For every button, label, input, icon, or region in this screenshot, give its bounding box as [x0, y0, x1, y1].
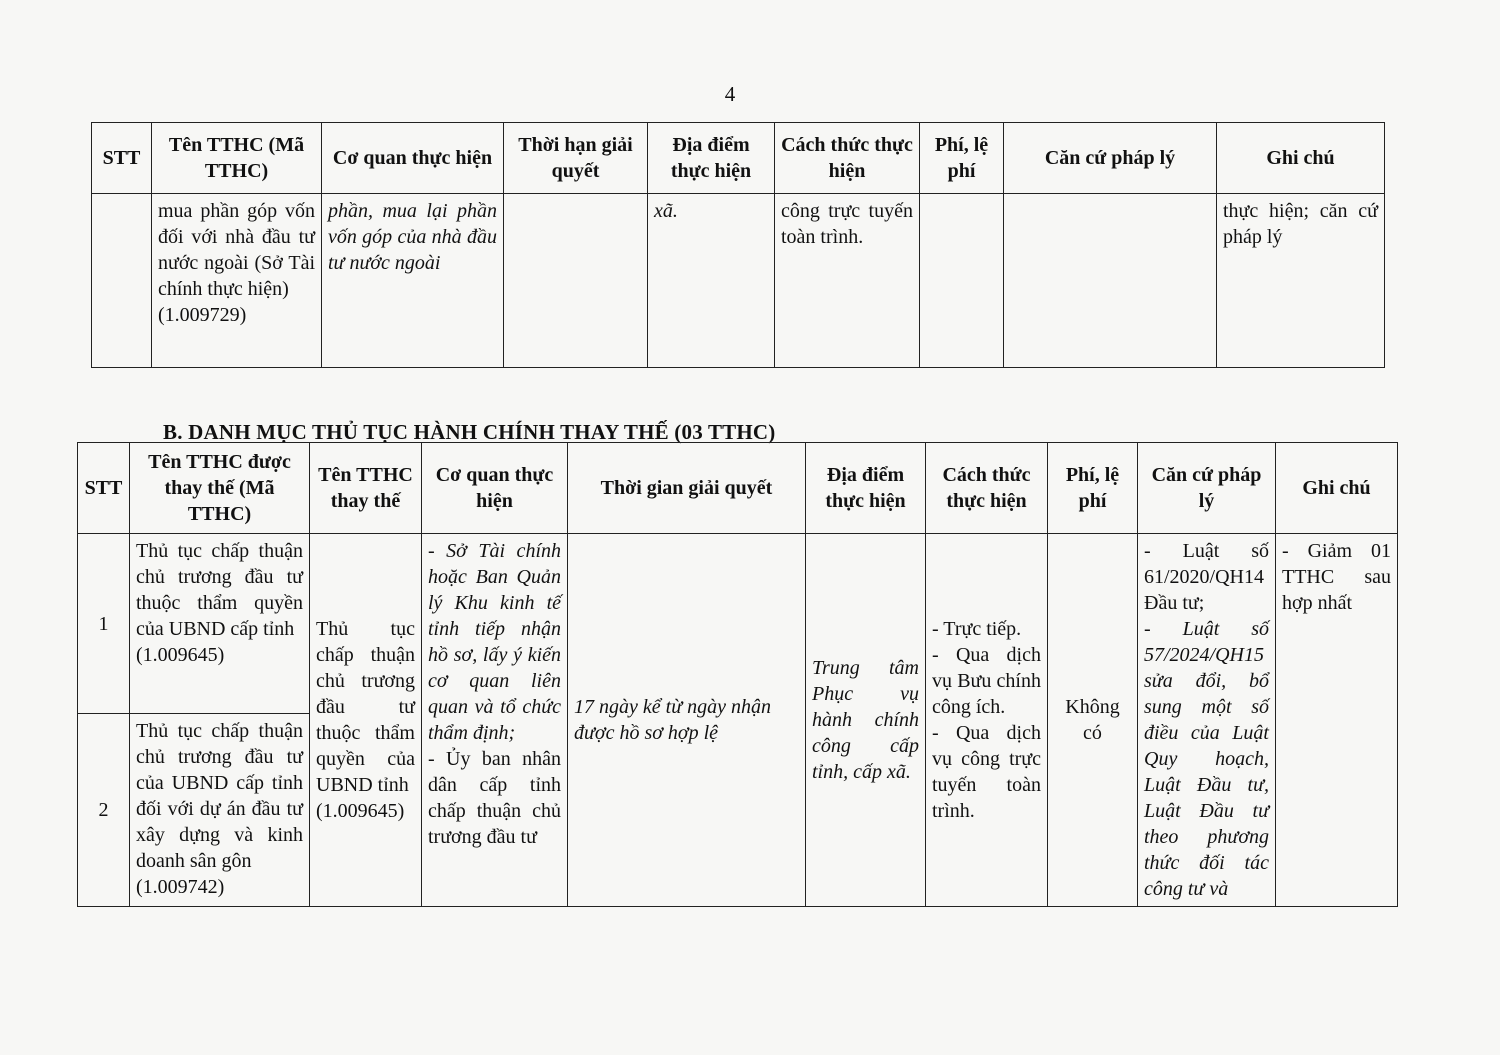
page-number: 4 [724, 82, 736, 106]
cell-method: công trực tuyến toàn trình. [775, 194, 920, 368]
replacement-procedures-table [77, 442, 1398, 907]
cell-stt: 1 [78, 534, 130, 714]
cell-agency [422, 534, 568, 907]
cell-method [926, 534, 1048, 907]
header-time: Thời gian giải quyết [568, 443, 806, 534]
agency-step-2: - Ủy ban nhân dân cấp tỉnh chấp thuận chủ trương đầu tư [428, 748, 561, 848]
header-replaced-name: Tên TTHC được thay thế (Mã TTHC) [130, 443, 310, 534]
header-name: Tên TTHC (Mã TTHC) [152, 123, 322, 194]
table2-header-row [78, 443, 1398, 534]
header-deadline: Thời hạn giải quyết [504, 123, 648, 194]
header-method: Cách thức thực hiện [775, 123, 920, 194]
cell-fee [920, 194, 1004, 368]
cell-legal [1138, 534, 1276, 907]
table-row [78, 534, 1398, 714]
procedure-name: Thủ tục chấp thuận chủ trương đầu tư thuộc thẩm quyền của UBND cấp tỉnh [136, 540, 303, 640]
procedure-code: (1.009645) [136, 644, 225, 666]
agency-step-1: - Sở Tài chính hoặc Ban Quản lý Khu kinh tế tỉnh tiếp nhận hồ sơ, lấy ý kiến cơ quan liên quan và tổ chức thẩm định; [428, 540, 561, 744]
header-method: Cách thức thực hiện [926, 443, 1048, 534]
method-online: - Qua dịch vụ công trực tuyến toàn trình. [932, 722, 1041, 822]
procedure-code: (1.009729) [158, 304, 247, 326]
cell-replacement-name [310, 534, 422, 907]
legal-basis-1: - Luật số 61/2020/QH14 Đầu tư; [1144, 540, 1269, 614]
header-replacement-name: Tên TTHC thay thế [310, 443, 422, 534]
section-title: B. DANH MỤC THỦ TỤC HÀNH CHÍNH THAY THẾ (03 TTHC) [163, 420, 776, 444]
procedure-name: Thủ tục chấp thuận chủ trương đầu tư của UBND cấp tỉnh đối với dự án đầu tư xây dựng và kinh doanh sân gôn [136, 720, 303, 873]
table-continued [91, 122, 1385, 368]
method-direct: - Trực tiếp. [932, 618, 1022, 640]
cell-name [152, 194, 322, 368]
header-note: Ghi chú [1276, 443, 1398, 534]
cell-replaced-name [130, 714, 310, 907]
procedure-name: mua phần góp vốn đối với nhà đầu tư nước ngoài (Sở Tài chính thực hiện) [158, 200, 315, 300]
table-row [92, 194, 1385, 368]
cell-stt [92, 194, 152, 368]
cell-location: xã. [648, 194, 775, 368]
table1-header-row [92, 123, 1385, 194]
legal-basis-2: - Luật số 57/2024/QH15 sửa đổi, bổ sung một số điều của Luật Quy hoạch, Luật Đầu tư, Luật Đầu tư theo phương thức đối tác công tư và [1144, 618, 1269, 900]
header-location: Địa điểm thực hiện [806, 443, 926, 534]
header-fee: Phí, lệ phí [1048, 443, 1138, 534]
header-agency: Cơ quan thực hiện [322, 123, 504, 194]
header-fee: Phí, lệ phí [920, 123, 1004, 194]
cell-note: thực hiện; căn cứ pháp lý [1217, 194, 1385, 368]
replacement-name: Thủ tục chấp thuận chủ trương đầu tư thuộc thẩm quyền của UBND tỉnh [316, 618, 415, 796]
method-postal: - Qua dịch vụ Bưu chính công ích. [932, 644, 1041, 718]
cell-location: Trung tâm Phục vụ hành chính công cấp tỉnh, cấp xã. [806, 534, 926, 907]
cell-time: 17 ngày kể từ ngày nhận được hồ sơ hợp lệ [568, 534, 806, 907]
cell-replaced-name [130, 534, 310, 714]
cell-agency: phần, mua lại phần vốn góp của nhà đầu tư nước ngoài [322, 194, 504, 368]
header-legal: Căn cứ pháp lý [1138, 443, 1276, 534]
header-stt: STT [92, 123, 152, 194]
cell-stt: 2 [78, 714, 130, 907]
cell-deadline [504, 194, 648, 368]
cell-fee: Không có [1048, 534, 1138, 907]
header-note: Ghi chú [1217, 123, 1385, 194]
cell-legal [1004, 194, 1217, 368]
header-stt: STT [78, 443, 130, 534]
procedure-code: (1.009742) [136, 876, 225, 899]
header-location: Địa điểm thực hiện [648, 123, 775, 194]
cell-note: - Giảm 01 TTHC sau hợp nhất [1276, 534, 1398, 907]
header-legal: Căn cứ pháp lý [1004, 123, 1217, 194]
header-agency: Cơ quan thực hiện [422, 443, 568, 534]
replacement-code: (1.009645) [316, 800, 405, 822]
